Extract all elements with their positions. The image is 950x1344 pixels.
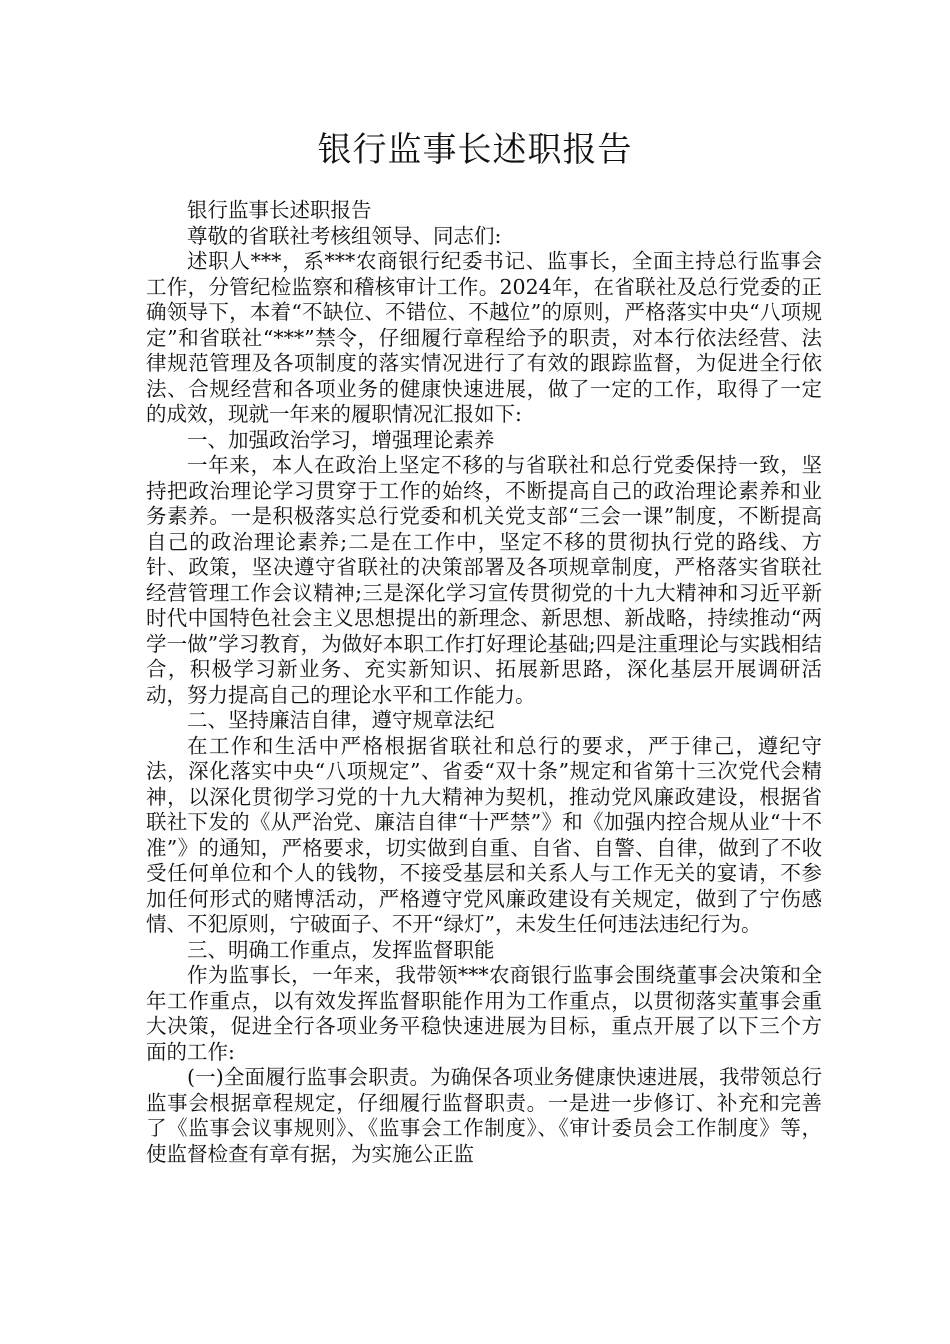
- paragraph-salutation: 尊敬的省联社考核组领导、同志们:: [187, 223, 502, 248]
- paragraph-subtitle: 银行监事长述职报告: [187, 198, 372, 222]
- document-body: [146, 198, 822, 1167]
- paragraph-subsection-1: (一)全面履行监事会职责。为确保各项业务健康快速进展，我带领总行监事会根据章程规定，仔细履行监督职责。一是进一步修订、补充和完善了《监事会议事规则》、《监事会工作制度》、《审计委员会工作制度》等，使监督检查有章有据，为实施公正监: [146, 1065, 822, 1166]
- section-heading-2: 二、坚持廉洁自律，遵守规章法纪: [187, 708, 495, 732]
- paragraph-section-1: 一年来，本人在政治上坚定不移的与省联社和总行党委保持一致，坚持把政治理论学习贯穿于工作的始终，不断提高自己的政治理论素养和业务素养。一是积极落实总行党委和机关党支部“三会一课”制度，不断提高自己的政治理论素养;二是在工作中，坚定不移的贯彻执行党的路线、方针、政策，坚决遵守省联社的决策部署及各项规章制度，严格落实省联社经营管理工作会议精神;三是深化学习宣传贯彻党的十九大精神和习近平新时代中国特色社会主义思想提出的新理念、新思想、新战略，持续推动“两学一做”学习教育，为做好本职工作打好理论基础;四是注重理论与实践相结合，积极学习新业务、充实新知识、拓展新思路，深化基层开展调研活动，努力提高自己的理论水平和工作能力。: [146, 453, 822, 707]
- paragraph-section-2: 在工作和生活中严格根据省联社和总行的要求，严于律己，遵纪守法，深化落实中央“八项规定”、省委“双十条”规定和省第十三次党代会精神，以深化贯彻学习党的十九大精神为契机，推动党风廉政建设，根据省联社下发的《从严治党、廉洁自律“十严禁”》和《加强内控合规从业“十不准”》的通知，严格要求，切实做到自重、自省、自警、自律，做到了不收受任何单位和个人的钱物，不接受基层和关系人与工作无关的宴请，不参加任何形式的赌博活动，严格遵守党风廉政建设有关规定，做到了宁伤感情、不犯原则，宁破面子、不开“绿灯”，未发生任何违法违纪行为。: [146, 733, 822, 936]
- paragraph-section-3: 作为监事长，一年来，我带领***农商银行监事会围绕董事会决策和全年工作重点，以有效发挥监督职能作用为工作重点，以贯彻落实董事会重大决策，促进全行各项业务平稳快速进展为目标，重点开展了以下三个方面的工作:: [146, 963, 822, 1064]
- section-heading-3: 三、明确工作重点，发挥监督职能: [187, 937, 495, 962]
- paragraph-intro: 述职人***，系***农商银行纪委书记、监事长，全面主持总行监事会工作，分管纪检监察和稽核审计工作。2024年，在省联社及总行党委的正确领导下，本着“不缺位、不错位、不越位”的原则，严格落实中央“八项规定”和省联社“***”禁令，仔细履行章程给予的职责，对本行依法经营、法律规范管理及各项制度的落实情况进行了有效的跟踪监督，为促进全行依法、合规经营和各项业务的健康快速进展，做了一定的工作，取得了一定的成效，现就一年来的履职情况汇报如下:: [146, 249, 822, 426]
- section-heading-1: 一、加强政治学习，增强理论素养: [187, 427, 495, 452]
- document-title: 银行监事长述职报告: [317, 130, 633, 170]
